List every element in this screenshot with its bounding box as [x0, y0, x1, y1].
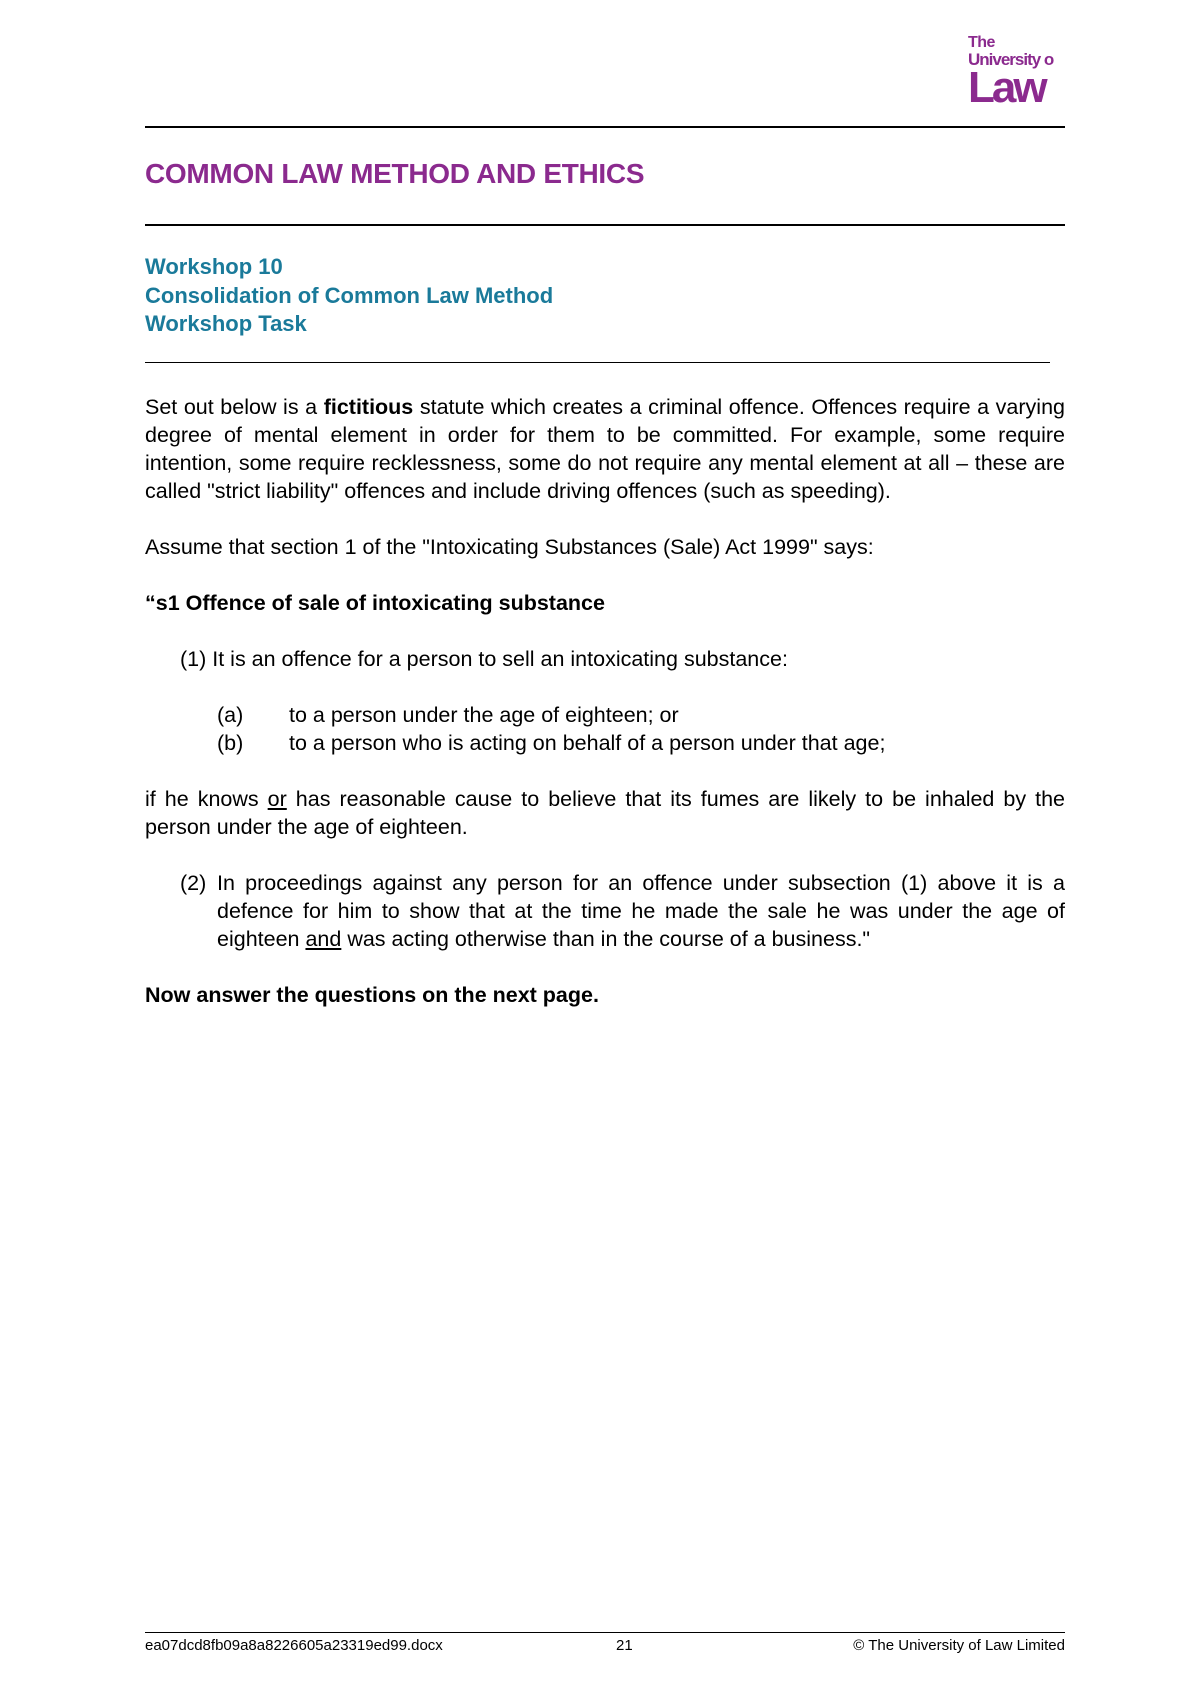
list-item	[145, 701, 1065, 729]
university-logo	[968, 34, 1068, 112]
intro-emphasis: fictitious	[323, 395, 414, 419]
condition-text-start: if he knows	[145, 787, 268, 811]
workshop-subtitle: Consolidation of Common Law Method	[145, 282, 554, 308]
sub2-text-end: was acting otherwise than in the course of a business."	[341, 927, 871, 951]
sub2-underlined: and	[305, 927, 342, 951]
instruction	[145, 981, 1065, 1009]
subsection-1: (1) It is an offence for a person to sell an intoxicating substance:	[180, 647, 788, 671]
subsection-2-number: (2)	[180, 871, 207, 895]
list-item	[145, 729, 1065, 757]
document-body	[145, 393, 1065, 1009]
subsection-2-text	[217, 869, 1065, 953]
list-marker: (b)	[217, 731, 244, 755]
instruction-text: Now answer the questions on the next page.	[145, 983, 599, 1007]
workshop-heading-block	[145, 253, 553, 339]
list-text: to a person who is acting on behalf of a person under that age;	[289, 731, 886, 755]
header-top-rule	[145, 126, 1065, 128]
list-marker: (a)	[217, 703, 244, 727]
footer-filename: ea07dcd8fb09a8a8226605a23319ed99.docx	[145, 1637, 443, 1654]
intro-text-end: statute which creates a criminal offence. Offences require a varying degree of mental element in order for them to be committed. For example, some require intention, some require recklessness, some do not require any mental element at all – these are called "strict liability" offences and include driving offences (such as speeding).	[145, 395, 1065, 503]
intro-paragraph	[145, 393, 1065, 505]
footer-rule	[145, 1632, 1065, 1633]
condition-paragraph	[145, 785, 1065, 841]
logo-line-2: University o	[968, 50, 1054, 69]
section-divider	[145, 362, 1050, 363]
statute-heading	[145, 589, 1065, 617]
subsection-2	[145, 869, 1065, 953]
statute-heading-text: “s1 Offence of sale of intoxicating substance	[145, 591, 605, 615]
workshop-number: Workshop 10	[145, 254, 283, 279]
header-bottom-rule	[145, 224, 1065, 226]
document-title: COMMON LAW METHOD AND ETHICS	[145, 158, 645, 189]
workshop-task: Workshop Task	[145, 311, 307, 336]
condition-underlined: or	[267, 787, 287, 811]
assumption-paragraph: Assume that section 1 of the "Intoxicating Substances (Sale) Act 1999" says:	[145, 535, 874, 559]
sub2-text-start: In proceedings against any person for an offence under subsection (1) above it is a defence for him to show that at the time he made the sale he was under the age of eighteen	[217, 871, 1065, 951]
condition-text-end: has reasonable cause to believe that its fumes are likely to be inhaled by the person under the age of eighteen.	[145, 787, 1066, 839]
intro-text-start: Set out below is a	[145, 395, 324, 419]
logo-line-3: Law	[968, 63, 1045, 112]
list-text: to a person under the age of eighteen; or	[289, 703, 679, 727]
logo-line-1: The	[968, 34, 995, 51]
footer-page-number: 21	[616, 1637, 633, 1654]
footer-copyright: © The University of Law Limited	[853, 1637, 1065, 1654]
